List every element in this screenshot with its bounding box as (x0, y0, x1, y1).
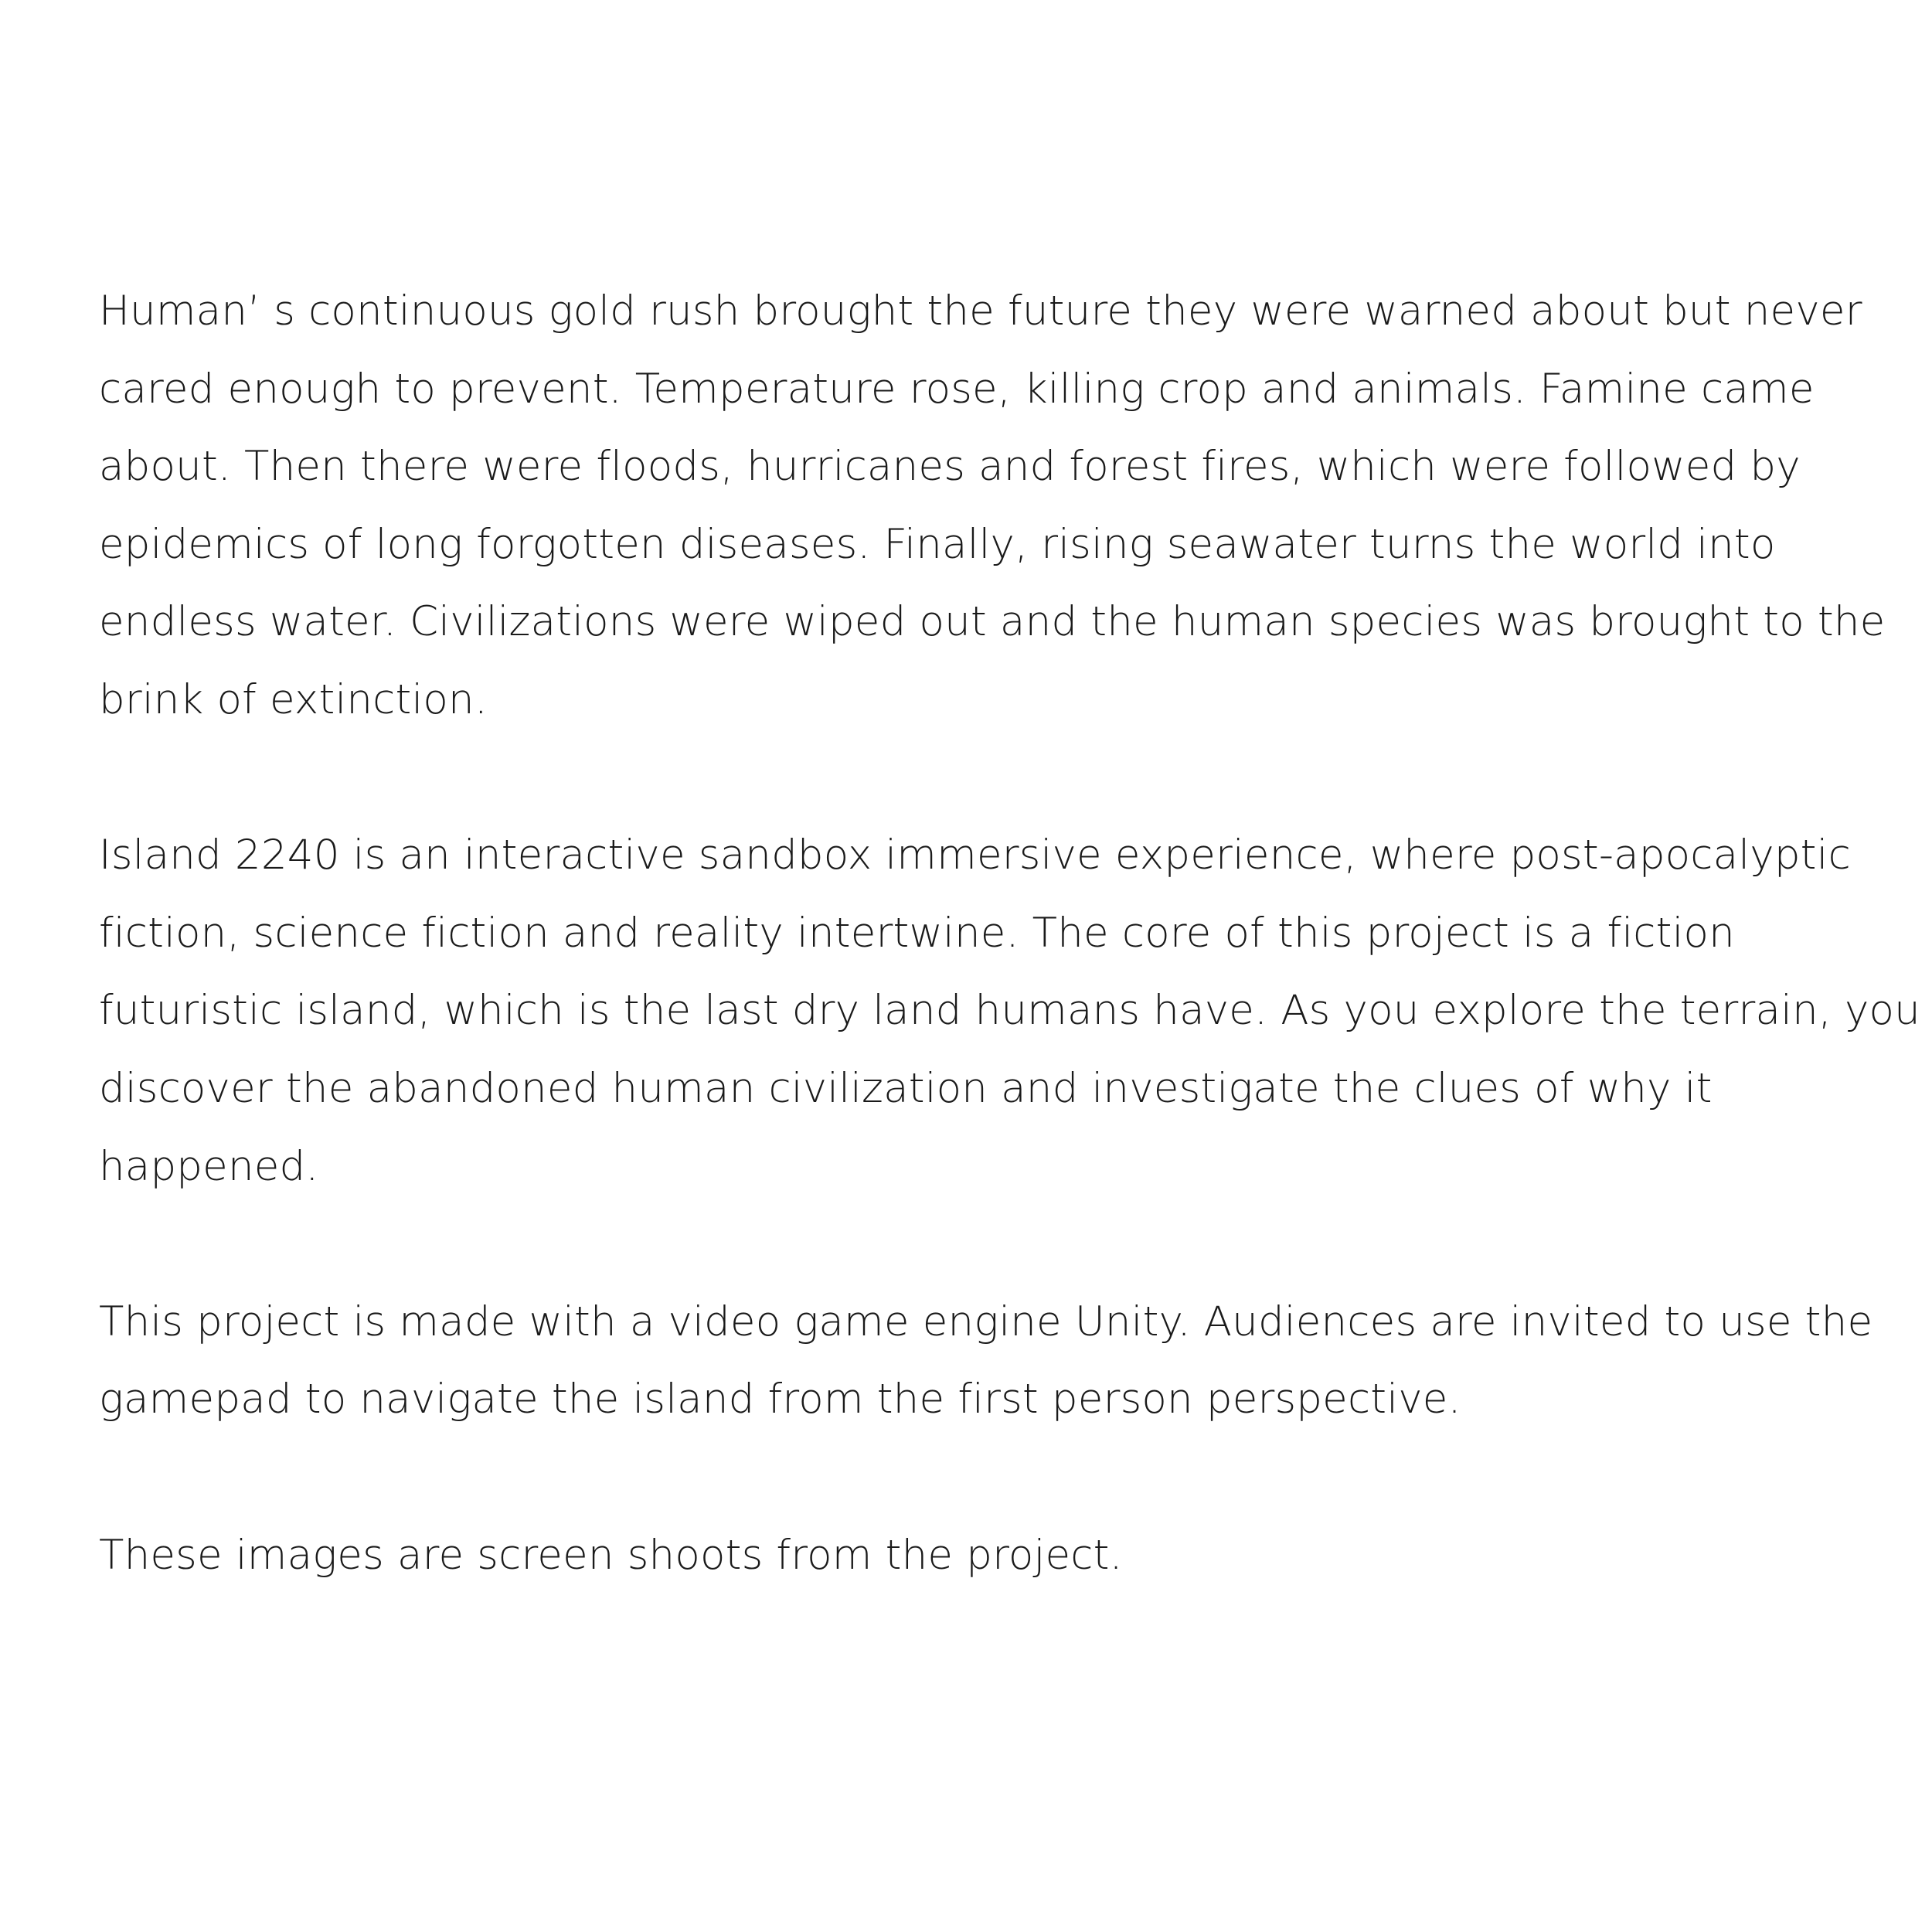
text-line: These images are screen shoots from the project. (99, 1531, 1123, 1579)
text-line: brink of extinction. (99, 675, 488, 723)
text-line: gamepad to navigate the island from the first person perspective. (99, 1376, 1461, 1423)
text-line: about. Then there were floods, hurricanes and forest fires, which were followed by (99, 443, 1801, 491)
text-line: Human’ s continuous gold rush brought the future they were warned about but never (99, 287, 1862, 335)
paragraph-spacer (99, 1439, 1869, 1517)
paragraph-spacer (99, 1206, 1869, 1284)
paragraph-spacer (99, 740, 1869, 818)
body-text (99, 273, 1920, 1594)
text-line: epidemics of long forgotten diseases. Finally, rising seawater turns the world into (99, 520, 1776, 568)
text-line: endless water. Civilizations were wiped out and the human species was brought to the (99, 598, 1886, 646)
text-line: discover the abandoned human civilization and investigate the clues of why it (99, 1064, 1713, 1112)
text-line: This project is made with a video game engine Unity. Audiences are invited to use the (99, 1298, 1873, 1345)
text-line: Island 2240 is an interactive sandbox immersive experience, where post-apocalyptic (99, 832, 1851, 879)
text-line: futuristic island, which is the last dry land humans have. As you explore the terrain, you (99, 987, 1920, 1035)
paragraph-images-note (99, 1517, 1869, 1595)
text-line: fiction, science fiction and reality intertwine. The core of this project is a fiction (99, 909, 1735, 957)
paragraph-story-background (99, 273, 1886, 740)
text-line: happened. (99, 1142, 319, 1190)
paragraph-project-description (99, 817, 1920, 1206)
text-line: cared enough to prevent. Temperature rose, killing crop and animals. Famine came (99, 365, 1815, 413)
paragraph-engine-info (99, 1284, 1873, 1439)
